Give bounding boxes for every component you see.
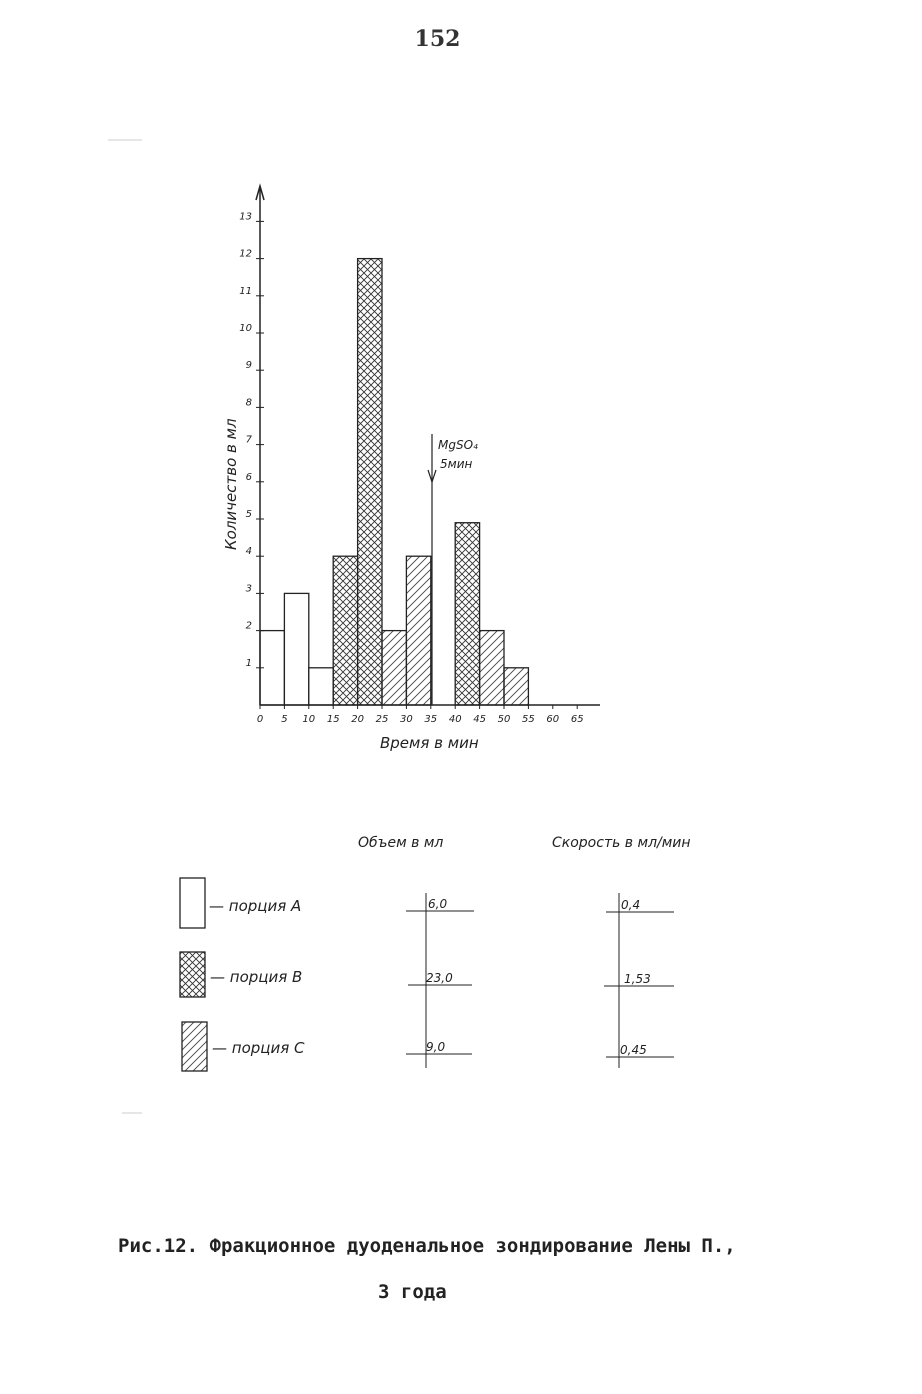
speed-column <box>604 893 674 1068</box>
y-tick-label-10: 10 <box>239 323 252 334</box>
volume-value-c: 9,0 <box>426 1040 446 1054</box>
legend-swatch-c <box>182 1022 207 1071</box>
legend-label-b: — порция B <box>210 968 303 986</box>
volume-header: Объем в мл <box>358 835 444 851</box>
x-tick-label-20: 20 <box>351 714 364 725</box>
x-tick-label-40: 40 <box>448 714 462 725</box>
legend-swatch-b <box>180 952 205 997</box>
speed-value-a: 0,4 <box>621 898 641 912</box>
legend-label-a: — порция A <box>209 897 302 915</box>
volume-column <box>406 893 474 1068</box>
bar-6-portion-c <box>406 556 430 705</box>
y-tick-label-9: 9 <box>245 360 252 372</box>
legend-swatch-a <box>180 878 205 928</box>
bar-4-portion-b <box>358 259 382 705</box>
x-tick-label-45: 45 <box>473 714 486 725</box>
x-tick-label-10: 10 <box>302 714 316 725</box>
annotation-mgso4: MgSO₄ <box>438 438 478 452</box>
caption-line-1: Рис.12. Фракционное дуоденальное зондирование Лены П., <box>118 1235 736 1257</box>
x-tick-label-15: 15 <box>326 714 340 725</box>
legend-label-c: — порция C <box>212 1039 305 1057</box>
x-tick-label-35: 35 <box>424 714 438 725</box>
bar-9-portion-c <box>504 668 528 705</box>
x-tick-label-60: 60 <box>546 714 560 725</box>
y-tick-label-8: 8 <box>245 397 252 409</box>
bar-8-portion-c <box>480 631 504 705</box>
speed-value-c: 0,45 <box>620 1043 647 1057</box>
legend-row-a <box>180 878 301 928</box>
bar-3-portion-b <box>333 556 357 705</box>
x-tick-label-30: 30 <box>400 714 413 725</box>
speed-value-b: 1,53 <box>624 972 651 986</box>
annotation-5min: 5мин <box>440 457 473 471</box>
caption-line-2: 3 года <box>378 1281 447 1303</box>
legend-row-b <box>180 952 302 997</box>
y-tick-label-11: 11 <box>239 285 252 297</box>
y-tick-label-6: 6 <box>245 471 252 483</box>
page-number: 152 <box>414 26 461 52</box>
legend-row-c <box>182 1022 305 1071</box>
volume-value-a: 6,0 <box>428 897 448 911</box>
y-tick-label-4: 4 <box>245 546 252 558</box>
y-tick-label-5: 5 <box>245 509 252 520</box>
x-tick-label-55: 55 <box>522 714 535 725</box>
y-axis-label: Количество в мл <box>222 418 240 550</box>
x-ticks <box>257 705 584 725</box>
y-tick-label-2: 2 <box>245 620 252 632</box>
x-tick-label-65: 65 <box>570 714 584 725</box>
x-tick-label-50: 50 <box>497 714 511 725</box>
y-tick-label-7: 7 <box>245 434 252 446</box>
bars-layer <box>260 259 528 705</box>
bar-7-portion-b <box>455 523 479 705</box>
x-tick-label-0: 0 <box>256 714 264 725</box>
volume-value-b: 23,0 <box>426 971 453 985</box>
y-tick-label-12: 12 <box>239 248 252 260</box>
speed-header: Скорость в мл/мин <box>552 835 691 851</box>
x-axis-label: Время в мин <box>380 734 479 752</box>
bar-1-portion-a <box>284 593 308 705</box>
y-tick-label-1: 1 <box>245 657 252 669</box>
x-tick-label-25: 25 <box>375 714 389 725</box>
x-tick-label-5: 5 <box>281 714 288 725</box>
bar-5-portion-c <box>382 631 406 705</box>
y-tick-label-13: 13 <box>239 211 252 223</box>
y-tick-label-3: 3 <box>245 583 252 595</box>
bar-2-portion-a <box>309 668 333 705</box>
